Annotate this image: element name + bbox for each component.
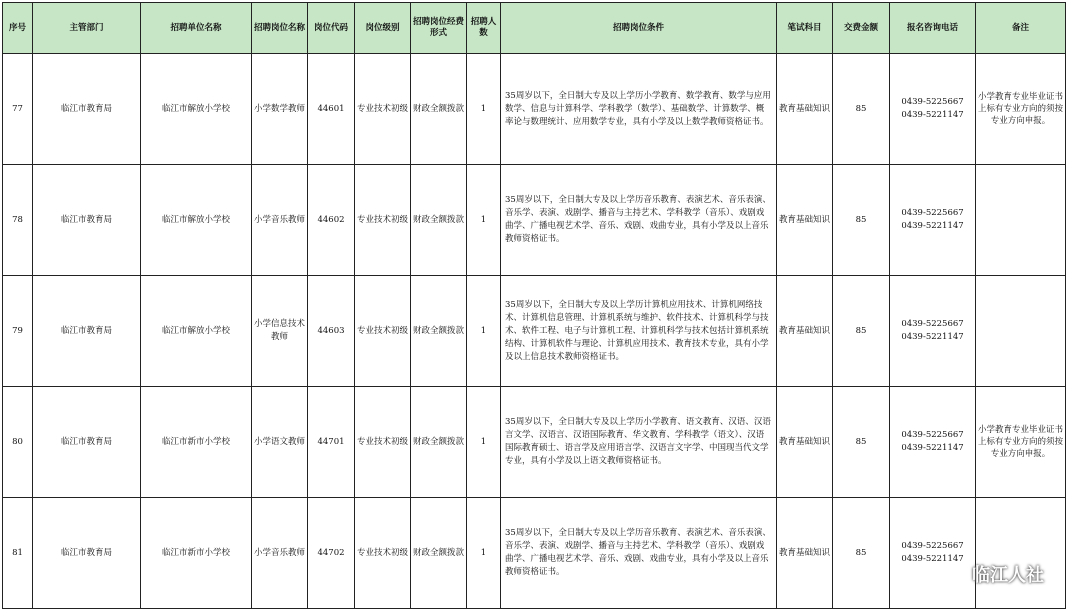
- cell-funding: 财政全额拨款: [411, 387, 467, 498]
- header-remark: 备注: [976, 3, 1066, 54]
- cell-code: 44701: [308, 387, 355, 498]
- cell-post: 小学音乐教师: [252, 498, 308, 609]
- cell-dept: 临江市教育局: [33, 276, 141, 387]
- header-count: 招聘人数: [467, 3, 501, 54]
- phone-primary: 0439-5225667: [901, 208, 964, 218]
- cell-fee: 85: [833, 54, 890, 165]
- cell-remark: 小学教育专业毕业证书上标有专业方向的须按专业方向申报。: [976, 387, 1066, 498]
- cell-phone: [890, 165, 976, 276]
- phone-secondary: 0439-5221147: [901, 554, 964, 564]
- phone-secondary: 0439-5221147: [901, 110, 964, 120]
- cell-funding: 财政全额拨款: [411, 276, 467, 387]
- cell-code: 44602: [308, 165, 355, 276]
- cell-conditions: 35周岁以下，全日制大专及以上学历小学教育、语文教育、汉语、汉语言文学、汉语言、汉语国际教育、华文教育、学科教学（语文）、汉语国际教育硕士、语言学及应用语言学、汉语言文字学、中国现当代文学专业，具有小学及以上语文教师资格证书。: [501, 387, 777, 498]
- table-row: [3, 54, 1066, 165]
- header-post: 招聘岗位名称: [252, 3, 308, 54]
- header-phone: 报名咨询电话: [890, 3, 976, 54]
- cell-dept: 临江市教育局: [33, 54, 141, 165]
- cell-code: 44601: [308, 54, 355, 165]
- cell-unit: 临江市新市小学校: [141, 498, 252, 609]
- cell-conditions: 35周岁以下，全日制大专及以上学历音乐教育、表演艺术、音乐表演、音乐学、表演、戏剧学、播音与主持艺术、学科教学（音乐）、戏剧戏曲学、广播电视艺术学、音乐、戏剧、戏曲专业，具有小学及以上音乐教师资格证书。: [501, 498, 777, 609]
- cell-remark: [976, 498, 1066, 609]
- header-category: 岗位级别: [355, 3, 411, 54]
- cell-phone: [890, 54, 976, 165]
- header-fee: 交费金额: [833, 3, 890, 54]
- cell-fee: 85: [833, 387, 890, 498]
- table-row: [3, 276, 1066, 387]
- cell-code: 44702: [308, 498, 355, 609]
- table-row: [3, 498, 1066, 609]
- cell-remark: [976, 165, 1066, 276]
- cell-seq: 79: [3, 276, 33, 387]
- table-row: [3, 387, 1066, 498]
- phone-secondary: 0439-5221147: [901, 332, 964, 342]
- cell-dept: 临江市教育局: [33, 387, 141, 498]
- header-seq: 序号: [3, 3, 33, 54]
- phone-primary: 0439-5225667: [901, 319, 964, 329]
- cell-dept: 临江市教育局: [33, 498, 141, 609]
- cell-code: 44603: [308, 276, 355, 387]
- cell-unit: 临江市解放小学校: [141, 276, 252, 387]
- cell-category: 专业技术初级: [355, 387, 411, 498]
- cell-conditions: 35周岁以下，全日制大专及以上学历计算机应用技术、计算机网络技术、计算机信息管理、计算机系统与维护、软件技术、计算机科学与技术、软件工程、电子与计算机工程、计算机科学与技术包括计算机系统结构、计算机软件与理论、计算机应用技术、教育技术专业，具有小学及以上信息技术教师资格证书。: [501, 276, 777, 387]
- cell-seq: 77: [3, 54, 33, 165]
- cell-unit: 临江市解放小学校: [141, 54, 252, 165]
- watermark-text: 临江人社: [972, 565, 1044, 586]
- phone-secondary: 0439-5221147: [901, 443, 964, 453]
- cell-fee: 85: [833, 498, 890, 609]
- cell-fee: 85: [833, 165, 890, 276]
- wechat-icon: [943, 564, 969, 584]
- cell-dept: 临江市教育局: [33, 165, 141, 276]
- header-funding: 招聘岗位经费形式: [411, 3, 467, 54]
- header-dept: 主管部门: [33, 3, 141, 54]
- cell-count: 1: [467, 387, 501, 498]
- cell-post: 小学语文教师: [252, 387, 308, 498]
- header-unit: 招聘单位名称: [141, 3, 252, 54]
- cell-phone: [890, 276, 976, 387]
- phone-primary: 0439-5225667: [901, 97, 964, 107]
- cell-seq: 80: [3, 387, 33, 498]
- cell-exam: 教育基础知识: [777, 276, 833, 387]
- header-exam: 笔试科目: [777, 3, 833, 54]
- cell-category: 专业技术初级: [355, 276, 411, 387]
- cell-category: 专业技术初级: [355, 498, 411, 609]
- cell-phone: [890, 387, 976, 498]
- cell-exam: 教育基础知识: [777, 165, 833, 276]
- header-code: 岗位代码: [308, 3, 355, 54]
- phone-secondary: 0439-5221147: [901, 221, 964, 231]
- cell-count: 1: [467, 165, 501, 276]
- cell-unit: 临江市解放小学校: [141, 165, 252, 276]
- cell-post: 小学音乐教师: [252, 165, 308, 276]
- cell-seq: 81: [3, 498, 33, 609]
- header-row: [3, 3, 1066, 54]
- table-row: [3, 165, 1066, 276]
- cell-post: 小学信息技术教师: [252, 276, 308, 387]
- cell-remark: 小学教育专业毕业证书上标有专业方向的须按专业方向申报。: [976, 54, 1066, 165]
- cell-phone: [890, 498, 976, 609]
- phone-primary: 0439-5225667: [901, 430, 964, 440]
- cell-funding: 财政全额拨款: [411, 498, 467, 609]
- cell-count: 1: [467, 54, 501, 165]
- cell-count: 1: [467, 276, 501, 387]
- cell-exam: 教育基础知识: [777, 387, 833, 498]
- cell-conditions: 35周岁以下，全日制大专及以上学历小学教育、数学教育、数学与应用数学、信息与计算科学、学科教学（数学）、基础数学、计算数学、概率论与数理统计、应用数学专业，具有小学及以上数学教师资格证书。: [501, 54, 777, 165]
- cell-seq: 78: [3, 165, 33, 276]
- cell-exam: 教育基础知识: [777, 54, 833, 165]
- cell-post: 小学数学教师: [252, 54, 308, 165]
- account-watermark: [943, 561, 1044, 587]
- phone-primary: 0439-5225667: [901, 541, 964, 551]
- header-conditions: 招聘岗位条件: [501, 3, 777, 54]
- cell-unit: 临江市新市小学校: [141, 387, 252, 498]
- cell-category: 专业技术初级: [355, 54, 411, 165]
- cell-category: 专业技术初级: [355, 165, 411, 276]
- cell-fee: 85: [833, 276, 890, 387]
- cell-remark: [976, 276, 1066, 387]
- cell-funding: 财政全额拨款: [411, 165, 467, 276]
- cell-count: 1: [467, 498, 501, 609]
- cell-exam: 教育基础知识: [777, 498, 833, 609]
- recruitment-table: [2, 2, 1066, 609]
- cell-funding: 财政全额拨款: [411, 54, 467, 165]
- cell-conditions: 35周岁以下，全日制大专及以上学历音乐教育、表演艺术、音乐表演、音乐学、表演、戏剧学、播音与主持艺术、学科教学（音乐）、戏剧戏曲学、广播电视艺术学、音乐、戏剧、戏曲专业，具有小学及以上音乐教师资格证书。: [501, 165, 777, 276]
